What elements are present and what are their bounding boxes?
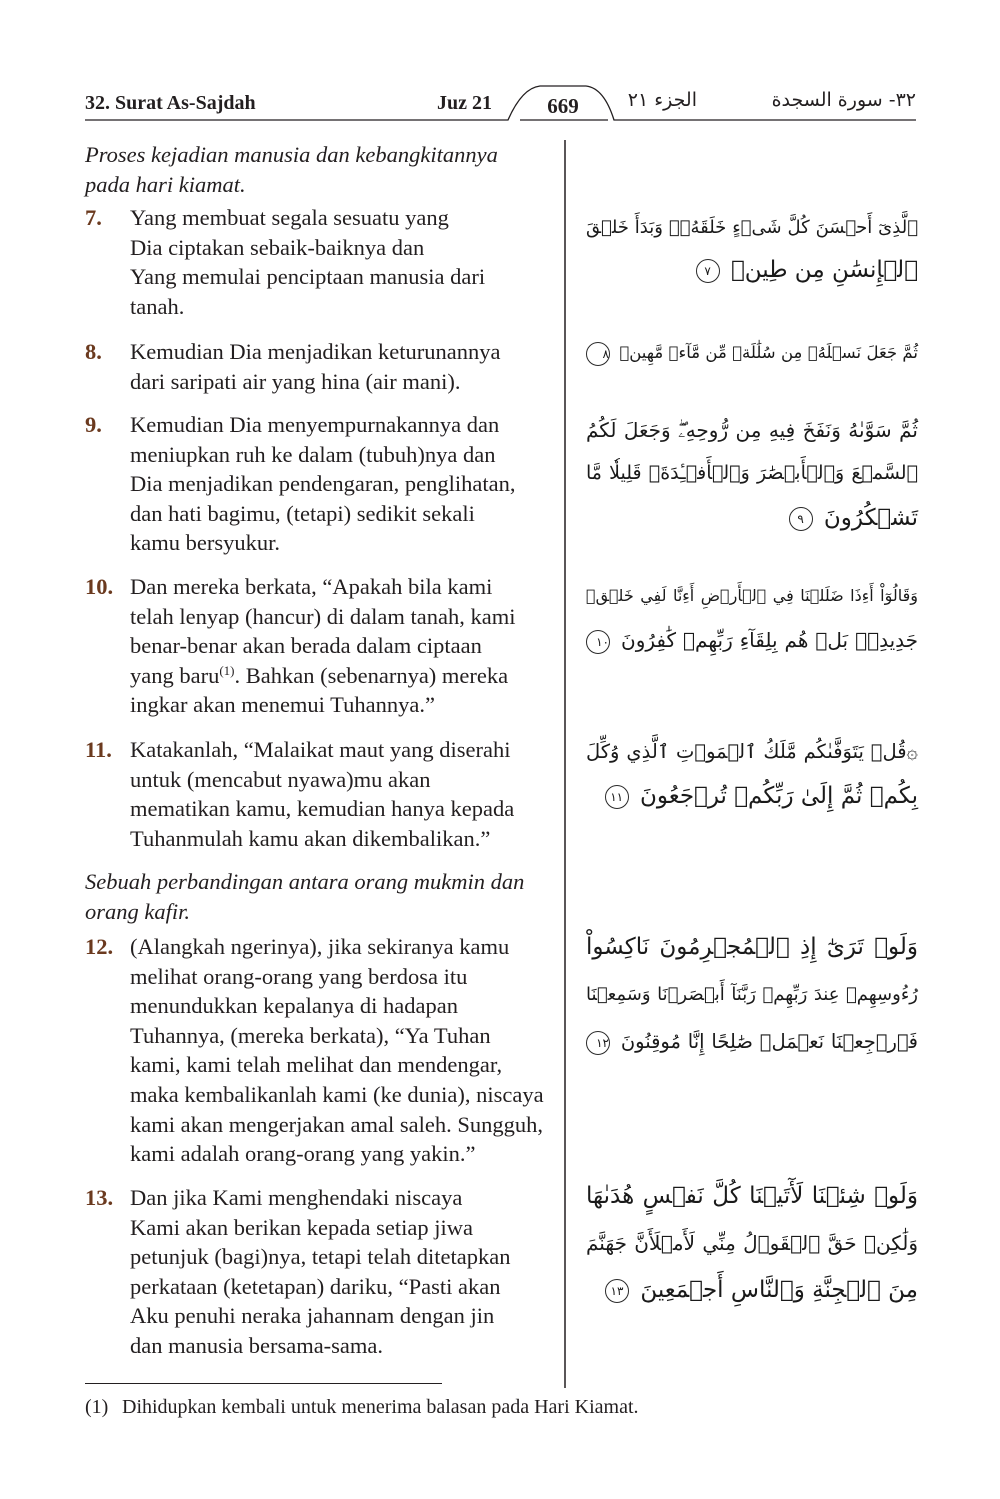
arabic-verse-text: ۞قُلۡ يَتَوَفَّىٰكُم مَّلَكُ ٱلۡمَوۡتِ ٱلَّذِي وُكِّلَ — [586, 740, 918, 763]
translation-line: dan hati bagimu, (tetapi) sedikit sekali — [130, 500, 475, 526]
translation-text: . Bahkan (sebenarnya) mereka — [234, 662, 509, 688]
translation-line: mematikan kamu, kemudian hanya kepada — [130, 796, 515, 822]
translation-line: Kemudian Dia menyempurnakannya dan — [130, 412, 500, 437]
footnote-text: Dihidupkan kembali untuk menerima balasan pada Hari Kiamat. — [122, 1396, 639, 1418]
translation-line: kamu bersyukur. — [130, 530, 280, 556]
ayah-number-marker: ٨ — [586, 342, 610, 366]
translation-line: telah lenyap (hancur) di dalam tanah, kami — [130, 603, 516, 629]
verse-number: 9. — [85, 412, 102, 437]
footnote-marker: (1) — [85, 1396, 109, 1418]
juz-label-arabic: الجزء ٢١ — [627, 89, 697, 111]
arabic-verse-line — [586, 1022, 918, 1062]
arabic-verse-text: ٱلَّذِىٓ أَحۡسَنَ كُلَّ شَىۡءٍ خَلَقَهُۥۖ وَبَدَأَ خَلۡقَ — [586, 217, 918, 238]
translation-line: kami adalah orang-orang yang yakin.” — [130, 1141, 476, 1167]
arabic-verse-line — [586, 776, 918, 816]
ayah-number-marker: ٩ — [789, 507, 813, 531]
arabic-verse-text: وَلَوۡ شِئۡنَا لَأٓتَيۡنَا كُلَّ نَفۡسٍ هُدَىٰهَا — [586, 1183, 918, 1209]
section-heading-line: Sebuah perbandingan antara orang mukmin dan — [85, 869, 525, 894]
arabic-verse-text: وَلَٰكِنۡ حَقَّ ٱلۡقَوۡلُ مِنِّي لَأَمۡلَأَنَّ جَهَنَّمَ — [586, 1231, 918, 1255]
arabic-verse-line — [586, 1270, 918, 1310]
ayah-number-marker: ١٣ — [605, 1279, 629, 1303]
arabic-verse-text: ثُمَّ جَعَلَ نَسۡلَهُۥ مِن سُلَٰلَةٖ مِّن مَّآءٖ مَّهِينٖ — [619, 343, 919, 362]
translation-line: Dan mereka berkata, “Apakah bila kami — [130, 574, 493, 599]
arabic-verse-line — [586, 576, 918, 616]
verse-number: 11. — [85, 737, 112, 762]
translation-line — [130, 661, 558, 691]
verse-number: 8. — [85, 339, 102, 364]
translation-line: Kemudian Dia menjadikan keturunannya — [130, 339, 501, 364]
arabic-verse-text: مِنَ ٱلۡجِنَّةِ وَٱلنَّاسِ أَجۡمَعِينَ — [640, 1277, 918, 1303]
translation-line: Tuhanmulah kamu akan dikembalikan.” — [130, 825, 491, 851]
translation-line: ingkar akan menemui Tuhannya.” — [130, 692, 435, 718]
translation-line: benar-benar akan berada dalam ciptaan — [130, 633, 482, 659]
translation-line: meniupkan ruh ke dalam (tubuh)nya dan — [130, 441, 496, 467]
arabic-verse-text: فَٱرۡجِعۡنَا نَعۡمَلۡ صَٰلِحًا إِنَّا مُوقِنُونَ — [620, 1030, 918, 1053]
verse-number: 7. — [85, 205, 102, 230]
arabic-verse-text: تَشۡكُرُونَ — [823, 505, 918, 531]
page-number: 669 — [547, 94, 579, 118]
arabic-verse-line — [586, 1176, 918, 1216]
translation-line: Tuhannya, (mereka berkata), “Ya Tuhan — [130, 1022, 491, 1048]
arabic-verse-text: ٱلۡإِنسَٰنِ مِن طِينٖ — [730, 257, 918, 283]
translation-line: (Alangkah ngerinya), jika sekiranya kamu — [130, 934, 510, 959]
arabic-verse-text: رُءُوسِهِمۡ عِندَ رَبِّهِمۡ رَبَّنَآ أَبۡصَرۡنَا وَسَمِعۡنَا — [586, 984, 918, 1005]
translation-line: Yang membuat segala sesuatu yang — [130, 205, 449, 230]
header-rule — [85, 86, 916, 120]
translation-line: menundukkan kepalanya di hadapan — [130, 993, 459, 1019]
translation-line: dan manusia bersama-sama. — [130, 1333, 384, 1358]
translation-line: Dia ciptakan sebaik-baiknya dan — [130, 234, 425, 260]
verse-number: 13. — [85, 1185, 114, 1210]
arabic-verse-text: وَقَالُوٓاْ أَءِذَا ضَلَلۡنَا فِي ٱلۡأَرۡضِ أَءِنَّا لَفِي خَلۡقٖ — [586, 586, 918, 605]
arabic-verse-line — [586, 732, 918, 772]
arabic-verse-line — [586, 927, 918, 967]
arabic-verse-line — [586, 410, 918, 450]
translation-line: untuk (mencabut nyawa)mu akan — [130, 766, 431, 792]
ayah-number-marker: ١٢ — [586, 1031, 610, 1055]
translation-line: dari saripati air yang hina (air mani). — [130, 368, 461, 394]
footnote-reference: (1) — [219, 662, 235, 678]
section-heading-line: pada hari kiamat. — [85, 171, 246, 197]
verse-number: 12. — [85, 934, 114, 959]
translation-line: kami, kami telah melihat dan mendengar, — [130, 1052, 503, 1078]
section-heading-line: Proses kejadian manusia dan kebangkitannya — [85, 142, 498, 167]
arabic-verse-line — [586, 208, 918, 248]
translation-line: melihat orang-orang yang berdosa itu — [130, 963, 468, 989]
translation-line: Dia menjadikan pendengaran, penglihatan, — [130, 471, 516, 497]
section-heading-line: orang kafir. — [85, 898, 191, 924]
translation-line: Katakanlah, “Malaikat maut yang diserahi — [130, 737, 511, 762]
verse-number: 10. — [85, 574, 114, 599]
footnote-rule — [85, 1383, 442, 1384]
arabic-verse-text: ثُمَّ سَوَّىٰهُ وَنَفَخَ فِيهِ مِن رُّوحِهِۦۖ وَجَعَلَ لَكُمُ — [586, 418, 918, 442]
arabic-verse-line — [586, 333, 918, 373]
arabic-verse-text: بِكُمۡ ثُمَّ إِلَىٰ رَبِّكُمۡ تُرۡجَعُونَ — [639, 783, 918, 809]
surah-title-latin: 32. Surat As-Sajdah — [85, 92, 256, 114]
arabic-verse-line — [586, 975, 918, 1015]
ayah-number-marker: ١٠ — [586, 630, 610, 654]
translation-line: maka kembalikanlah kami (ke dunia), niscaya — [130, 1082, 544, 1107]
translation-line: kami akan mengerjakan amal saleh. Sungguh, — [130, 1111, 543, 1137]
translation-line: Aku penuhi neraka jahannam dengan jin — [130, 1303, 495, 1329]
arabic-verse-line — [586, 498, 918, 538]
arabic-verse-text: ٱلسَّمۡعَ وَٱلۡأَبۡصَٰرَ وَٱلۡأَفۡـِٔدَةَۚ قَلِيلٗا مَّا — [586, 462, 918, 484]
translation-line: Yang memulai penciptaan manusia dari — [130, 264, 486, 290]
arabic-verse-line — [586, 1223, 918, 1263]
translation-line: perkataan (ketetapan) dariku, “Pasti akan — [130, 1273, 501, 1299]
arabic-verse-text: وَلَوۡ تَرَىٰٓ إِذِ ٱلۡمُجۡرِمُونَ نَاكِسُواْ — [586, 934, 918, 960]
arabic-verse-line — [586, 620, 918, 660]
surah-title-arabic: ٣٢- سورة السجدة — [771, 89, 916, 111]
ayah-number-marker: ٧ — [696, 259, 720, 283]
arabic-verse-line — [586, 250, 918, 290]
translation-line: petunjuk (bagi)nya, tetapi telah ditetapkan — [130, 1244, 511, 1270]
juz-label-latin: Juz 21 — [437, 92, 492, 114]
translation-line: Kami akan berikan kepada setiap jiwa — [130, 1214, 473, 1240]
translation-line: tanah. — [130, 293, 185, 319]
translation-text: yang baru — [130, 662, 220, 688]
arabic-verse-line — [586, 453, 918, 493]
translation-line: Dan jika Kami menghendaki niscaya — [130, 1185, 463, 1210]
arabic-verse-text: جَدِيدِۭۚ بَلۡ هُم بِلِقَآءِ رَبِّهِمۡ كَٰفِرُونَ — [621, 628, 919, 652]
ayah-number-marker: ١١ — [605, 785, 629, 809]
